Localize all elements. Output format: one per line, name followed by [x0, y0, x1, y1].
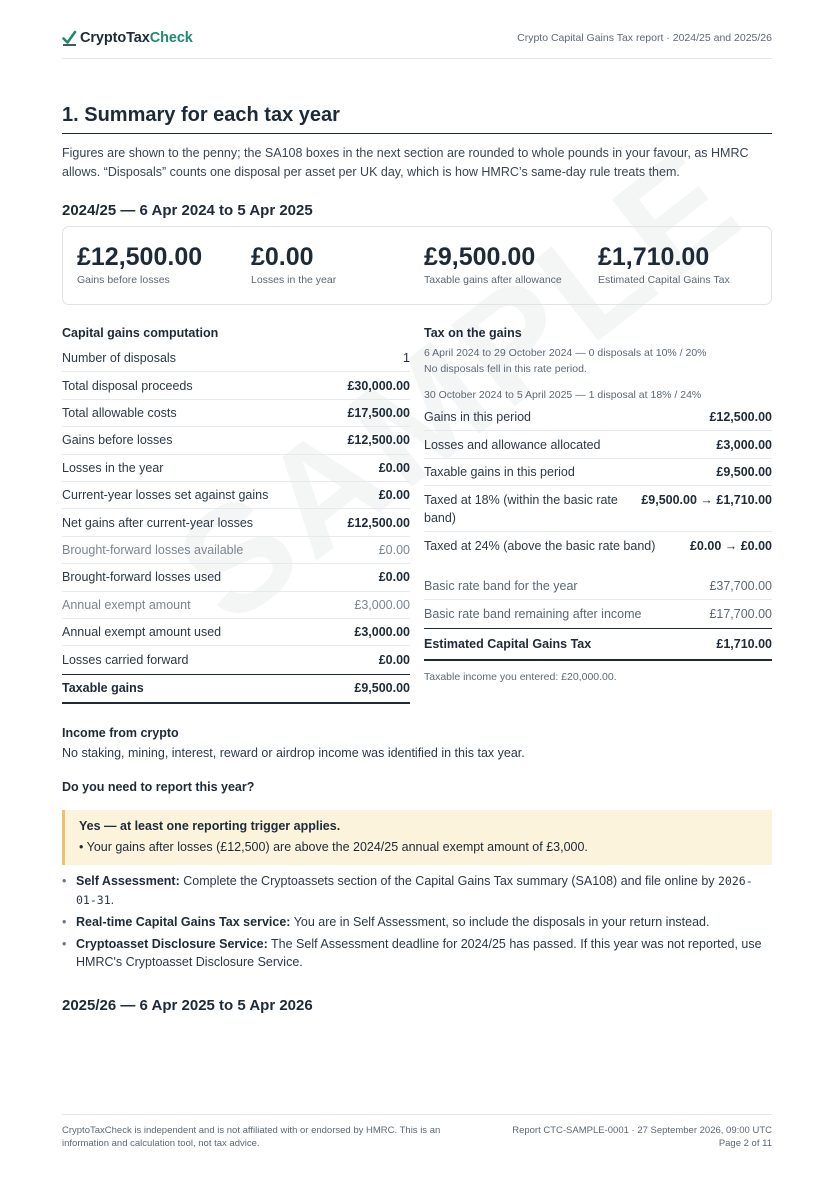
row-label: Brought-forward losses used [62, 570, 222, 585]
reporting-callout [62, 810, 772, 865]
item-label: Cryptoasset Disclosure Service: [76, 936, 268, 951]
table-row [62, 619, 410, 646]
rate-period-1-note: No disposals fell in this rate period. [424, 363, 587, 375]
page-header [62, 30, 772, 59]
rate-period-1: 6 April 2024 to 29 October 2024 — 0 disposals at 10% / 20% [424, 347, 707, 359]
metric-value: £12,500.00 [77, 243, 203, 271]
table-row [424, 431, 772, 459]
table-row [62, 345, 410, 372]
callout-item: • Your gains after losses (£12,500) are above the 2024/25 annual exempt amount of £3,000. [79, 840, 588, 854]
row-value: £0.00 [378, 460, 410, 475]
year-heading-2024-25: 2024/25 — 6 Apr 2024 to 5 Apr 2025 [62, 202, 313, 219]
row-label: Taxable gains [62, 681, 144, 696]
item-text: Complete the Cryptoassets section of the Capital Gains Tax summary (SA108) and file online by [183, 874, 715, 888]
metric-taxable-gains [424, 242, 562, 286]
row-value: £37,700.00 [709, 578, 772, 593]
row-value: 1 [403, 351, 410, 366]
table-row [424, 459, 772, 486]
table-row [62, 455, 410, 482]
row-value: £30,000.00 [347, 378, 410, 393]
table-row [62, 482, 410, 509]
page-footer [62, 1114, 772, 1149]
list-item-disclosure-service [62, 935, 772, 972]
metric-label: Taxable gains after allowance [424, 274, 562, 286]
brand-name-accent: Check [149, 30, 193, 46]
item-text: You are in Self Assessment, so include the disposals in your return instead. [293, 914, 710, 929]
row-label: Losses and allowance allocated [424, 437, 601, 452]
section-title: 1. Summary for each tax year [62, 104, 772, 134]
row-label: Estimated Capital Gains Tax [424, 637, 592, 651]
income-title: Income from crypto [62, 726, 179, 740]
metric-label: Gains before losses [77, 274, 170, 286]
item-label: Real-time Capital Gains Tax service: [76, 914, 291, 929]
row-label: Gains before losses [62, 433, 173, 448]
table-row [62, 646, 410, 673]
row-value: £17,700.00 [709, 607, 772, 621]
metric-value: £1,710.00 [598, 243, 710, 271]
total-row-estimated-cgt [424, 628, 772, 661]
table-row [62, 537, 410, 564]
deadline-date: 2026-01-31 [76, 874, 753, 907]
computation-title: Capital gains computation [62, 326, 219, 340]
checkmark-icon [62, 30, 77, 46]
table-row [424, 532, 772, 559]
metric-label: Losses in the year [251, 274, 337, 286]
table-row [424, 572, 772, 600]
row-label: Brought-forward losses available [62, 542, 244, 557]
row-value: £0.00 → £0.00 [689, 538, 772, 553]
row-value: £0.00 [378, 570, 410, 585]
report-page [62, 0, 772, 1179]
row-value: £3,000.00 [354, 597, 410, 612]
row-label: Current-year losses set against gains [62, 488, 269, 503]
footer-disclaimer: CryptoTaxCheck is independent and is not affiliated with or endorsed by HMRC. This is an information and calculation tool, not tax advice. [62, 1125, 441, 1149]
table-row [62, 592, 410, 619]
table-row [62, 564, 410, 591]
total-row-taxable-gains [62, 674, 410, 704]
table-row [424, 600, 772, 628]
taxable-income-note: Taxable income you entered: £20,000.00. [424, 671, 617, 683]
row-value: £0.00 [378, 652, 410, 667]
tax-title: Tax on the gains [424, 326, 522, 340]
footer-meta [512, 1124, 772, 1150]
row-value: £3,000.00 [354, 625, 410, 640]
reporting-options-list [62, 872, 772, 975]
item-text: The Self Assessment deadline for 2024/25 has passed. If this year was not reported, use HMRC's Cryptoasset Disclosure Service. [76, 936, 762, 969]
table-row [62, 400, 410, 427]
row-label: Losses in the year [62, 460, 164, 475]
report-title: Crypto Capital Gains Tax report · 2024/25 and 2025/26 [517, 32, 772, 44]
row-value: £12,500.00 [347, 515, 410, 530]
rate-period-2: 30 October 2024 to 5 April 2025 — 1 disposal at 18% / 24% [424, 389, 702, 401]
row-label: Total allowable costs [62, 405, 177, 420]
callout-title: Yes — at least one reporting trigger applies. [79, 819, 341, 833]
row-value: £17,500.00 [347, 405, 410, 420]
item-label: Self Assessment: [76, 874, 180, 888]
row-value: £0.00 [378, 542, 410, 557]
row-label: Basic rate band remaining after income [424, 607, 642, 621]
brand-name-main: CryptoTax [80, 30, 150, 46]
item-text-end: . [110, 892, 115, 907]
row-value: £3,000.00 [716, 437, 772, 452]
reporting-question: Do you need to report this year? [62, 780, 255, 794]
row-label: Taxed at 24% (above the basic rate band) [424, 538, 656, 553]
row-value: £12,500.00 [347, 433, 410, 448]
row-label: Number of disposals [62, 351, 176, 366]
row-label: Total disposal proceeds [62, 378, 193, 393]
row-label: Losses carried forward [62, 652, 189, 667]
row-value: £9,500.00 → £1,710.00 [641, 493, 772, 507]
row-label: Taxable gains in this period [424, 465, 575, 479]
metric-value: £9,500.00 [424, 243, 536, 271]
row-value: £9,500.00 [716, 465, 772, 479]
table-row [424, 486, 772, 532]
metric-estimated-cgt [598, 242, 730, 286]
metric-gains-before-losses [77, 242, 202, 286]
row-label: Taxed at 18% (within the basic rate band) [424, 493, 618, 525]
row-label: Gains in this period [424, 409, 532, 424]
row-value: £12,500.00 [709, 409, 772, 424]
page-number: Page 2 of 11 [718, 1138, 772, 1149]
section-intro: Figures are shown to the penny; the SA108 boxes in the next section are rounded to whole pounds in your favour, as HMRC allows. “Disposals” counts one disposal per asset per UK day, which is how HMRC’s same-day rule treats them. [62, 146, 749, 179]
row-value: £1,710.00 [716, 637, 772, 651]
row-label: Basic rate band for the year [424, 578, 578, 593]
table-row [62, 509, 410, 536]
metric-label: Estimated Capital Gains Tax [598, 274, 730, 286]
table-row [62, 427, 410, 454]
row-label: Annual exempt amount used [62, 625, 222, 640]
row-value: £0.00 [378, 488, 410, 503]
metric-losses-in-year [251, 242, 336, 286]
report-id: Report CTC-SAMPLE-0001 · 27 September 2026, 09:00 UTC [512, 1125, 772, 1136]
computation-table [62, 345, 410, 704]
table-row [424, 403, 772, 431]
list-item-real-time-cgt [62, 913, 772, 932]
table-row [62, 372, 410, 399]
summary-card [62, 226, 772, 305]
income-text: No staking, mining, interest, reward or airdrop income was identified in this tax year. [62, 746, 525, 760]
row-label: Annual exempt amount [62, 597, 191, 612]
year-heading-2025-26: 2025/26 — 6 Apr 2025 to 5 Apr 2026 [62, 997, 313, 1014]
metric-value: £0.00 [251, 243, 314, 271]
brand-logo [62, 30, 193, 46]
list-item-self-assessment [62, 872, 772, 909]
row-label: Net gains after current-year losses [62, 515, 254, 530]
row-value: £9,500.00 [354, 681, 410, 696]
